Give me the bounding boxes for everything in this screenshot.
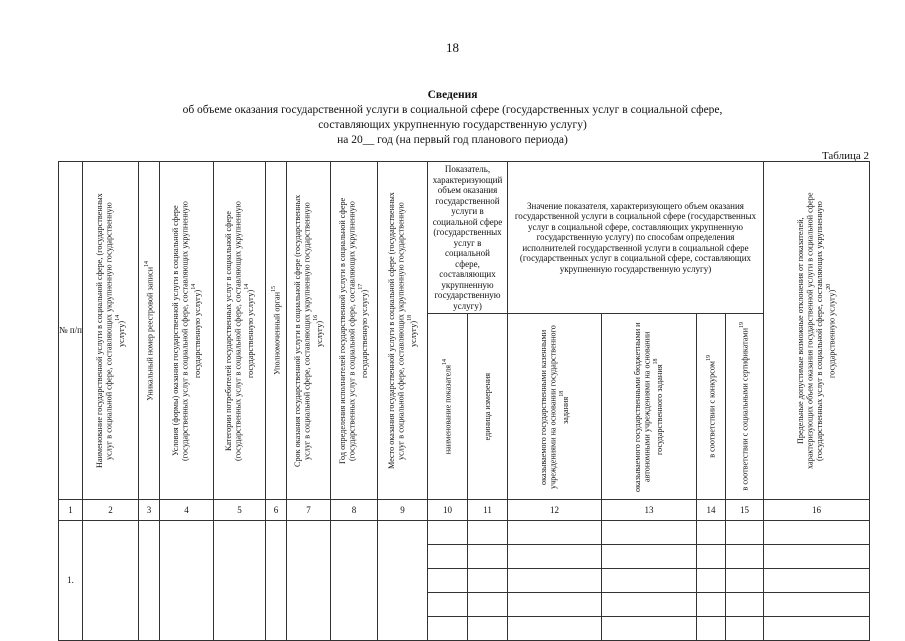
header-group-indicator: Показатель, характеризующий объем оказания государственной услуги в социальной сфере (государственных услуг в социальной сфере, составляющих укрупненную государственную услугу) xyxy=(428,162,508,314)
table-cell[interactable] xyxy=(508,617,602,641)
header-col-12 xyxy=(508,314,602,500)
page-number: 18 xyxy=(446,40,459,55)
column-number: 8 xyxy=(331,500,378,521)
header-col-2 xyxy=(83,162,139,500)
header-col-10 xyxy=(428,314,468,500)
header-col-1 xyxy=(59,162,83,500)
footnote-mark: 14 xyxy=(243,283,250,290)
header-col-3-text: Уникальный номер реестровой записи xyxy=(145,266,155,401)
data-table xyxy=(58,161,870,641)
header-col-6-text: Уполномоченный орган xyxy=(272,292,282,375)
header-col-9 xyxy=(378,162,428,500)
header-col-7-text: Срок оказания государственной услуги в социальной сфере (государственных услуг в социальной сфере, составляющих укрупненную государственную услугу) xyxy=(292,194,324,467)
table-cell[interactable] xyxy=(468,545,508,569)
table-cell[interactable] xyxy=(214,521,266,641)
table-cell[interactable] xyxy=(726,593,764,617)
table-cell[interactable] xyxy=(468,617,508,641)
header-col-8-text: Год определения исполнителей государственной услуги в социальной сфере (государственных услуг в социальной сфере, составляющих укрупненную государственную услугу) xyxy=(338,197,370,464)
table-cell[interactable] xyxy=(508,521,602,545)
table-cell[interactable] xyxy=(378,521,428,641)
table-cell[interactable] xyxy=(764,545,870,569)
row-number: 1. xyxy=(59,521,83,641)
table-cell[interactable] xyxy=(764,569,870,593)
footnote-mark: 16 xyxy=(312,314,319,321)
column-number: 5 xyxy=(214,500,266,521)
footnote-mark: 17 xyxy=(358,283,365,290)
table-cell[interactable] xyxy=(428,521,468,545)
table-cell[interactable] xyxy=(287,521,331,641)
table-cell[interactable] xyxy=(428,545,468,569)
table-cell[interactable] xyxy=(726,617,764,641)
table-cell[interactable] xyxy=(428,593,468,617)
header-col-12-text: оказываемого государственными казенными учреждениями на основании государственного задания xyxy=(538,324,570,489)
column-number: 2 xyxy=(83,500,139,521)
table-cell[interactable] xyxy=(697,569,726,593)
header-col-13-text: оказываемого государственными бюджетными и автономными учреждениями на основании государственного задания xyxy=(633,321,665,492)
footnote-mark: 14 xyxy=(143,260,150,267)
table-cell[interactable] xyxy=(602,617,697,641)
column-number: 16 xyxy=(764,500,870,521)
column-number: 12 xyxy=(508,500,602,521)
header-col-16 xyxy=(764,162,870,500)
column-number: 14 xyxy=(697,500,726,521)
table-cell[interactable] xyxy=(726,521,764,545)
table-cell[interactable] xyxy=(602,569,697,593)
footnote-mark: 18 xyxy=(653,358,660,365)
title-line-4: на 20__ год (на первый год планового периода) xyxy=(337,134,568,146)
header-col-8 xyxy=(331,162,378,500)
table-cell[interactable] xyxy=(508,593,602,617)
table-cell[interactable] xyxy=(726,569,764,593)
footnote-mark: 15 xyxy=(270,286,277,293)
table-cell[interactable] xyxy=(602,545,697,569)
header-col-9-text: Место оказания государственной услуги в социальной сфере (государственных услуг в социальной сфере, составляющих укрупненную государственную услугу) xyxy=(386,192,418,469)
table-cell[interactable] xyxy=(697,545,726,569)
footnote-mark: 14 xyxy=(114,314,121,321)
table-cell[interactable] xyxy=(508,569,602,593)
header-col-7 xyxy=(287,162,331,500)
table-cell[interactable] xyxy=(468,569,508,593)
column-number: 13 xyxy=(602,500,697,521)
footnote-mark: 18 xyxy=(406,314,413,321)
footnote-mark: 19 xyxy=(739,322,746,329)
document-title xyxy=(0,88,905,148)
title-line-3: составляющих укрупненную государственную услугу) xyxy=(318,119,587,131)
footnote-mark: 19 xyxy=(705,355,712,362)
column-number: 6 xyxy=(266,500,287,521)
table-row xyxy=(59,521,870,545)
table-cell[interactable] xyxy=(697,521,726,545)
header-col-2-text: Наименование государственной услуги в социальной сфере, (государственных услуг в социальной сфере, составляющих укрупненную государственную услугу) xyxy=(94,193,126,468)
table-cell[interactable] xyxy=(428,617,468,641)
header-col-10-text: наименование показателя xyxy=(444,364,454,455)
header-col-3 xyxy=(139,162,160,500)
column-number: 10 xyxy=(428,500,468,521)
header-col-15 xyxy=(726,314,764,500)
title-line-2: об объеме оказания государственной услуги в социальной сфере (государственных услуг в социальной сфере, xyxy=(182,104,723,116)
footnote-mark: 14 xyxy=(190,283,197,290)
title-line-1: Сведения xyxy=(427,89,478,101)
column-number-row xyxy=(59,500,870,521)
table-cell[interactable] xyxy=(139,521,160,641)
table-cell[interactable] xyxy=(697,617,726,641)
header-col-5 xyxy=(214,162,266,500)
header-col-11 xyxy=(468,314,508,500)
table-cell[interactable] xyxy=(331,521,378,641)
table-cell[interactable] xyxy=(764,593,870,617)
column-number: 7 xyxy=(287,500,331,521)
header-group-value: Значение показателя, характеризующего объем оказания государственной услуги в социальной сфере (государственных услуг в социальной сфере, составляющих укрупненную государственную услугу) по способам определения исполнителей государственной услуги в социальной сфере (государственных услуг в социальной сфере, составляющих укрупненную государственную услугу) xyxy=(508,162,764,314)
header-col-5-text: Категории потребителей государственных услуг в социальной сфере (государственных услуг в социальной сфере, составляющих укрупненную государственную услугу) xyxy=(223,200,255,461)
column-number: 4 xyxy=(160,500,214,521)
table-cell[interactable] xyxy=(160,521,214,641)
header-col-13 xyxy=(602,314,697,500)
table-cell[interactable] xyxy=(602,593,697,617)
footnote-mark: 20 xyxy=(825,283,832,290)
table-cell[interactable] xyxy=(508,545,602,569)
header-col-16-text: Предельные допустимые возможные отклонения от показателей, характеризующих объем оказания государственной услуги в социальной сфере (государственных услуг в социальной сфере, составляющих укрупненную государственную услугу) xyxy=(795,192,837,469)
table-cell[interactable] xyxy=(602,521,697,545)
footnote-mark: 14 xyxy=(442,358,449,365)
header-col-11-text: единица измерения xyxy=(482,372,492,441)
header-col-4 xyxy=(160,162,214,500)
column-number: 1 xyxy=(59,500,83,521)
header-col-14 xyxy=(697,314,726,500)
header-col-1-text: № п/п xyxy=(59,325,82,336)
header-col-15-text: в соответствии с социальными сертификатами xyxy=(741,328,751,491)
table-cell[interactable] xyxy=(726,545,764,569)
table-cell[interactable] xyxy=(266,521,287,641)
column-number: 9 xyxy=(378,500,428,521)
table-cell[interactable] xyxy=(468,593,508,617)
table-label: Таблица 2 xyxy=(821,150,869,162)
header-col-14-text: в соответствии с конкурсом xyxy=(707,361,717,458)
header-col-6 xyxy=(266,162,287,500)
table-cell[interactable] xyxy=(83,521,139,641)
column-number: 3 xyxy=(139,500,160,521)
column-number: 15 xyxy=(726,500,764,521)
table-cell[interactable] xyxy=(764,617,870,641)
column-number: 11 xyxy=(468,500,508,521)
table-cell[interactable] xyxy=(468,521,508,545)
table-cell[interactable] xyxy=(428,569,468,593)
table-cell[interactable] xyxy=(697,593,726,617)
footnote-mark: 18 xyxy=(558,389,565,396)
header-col-4-text: Условия (формы) оказания государственной услуги в социальной сфере (государственных услуг в социальной сфере, составляющих укрупненную государственную услугу) xyxy=(170,200,202,461)
table-cell[interactable] xyxy=(764,521,870,545)
